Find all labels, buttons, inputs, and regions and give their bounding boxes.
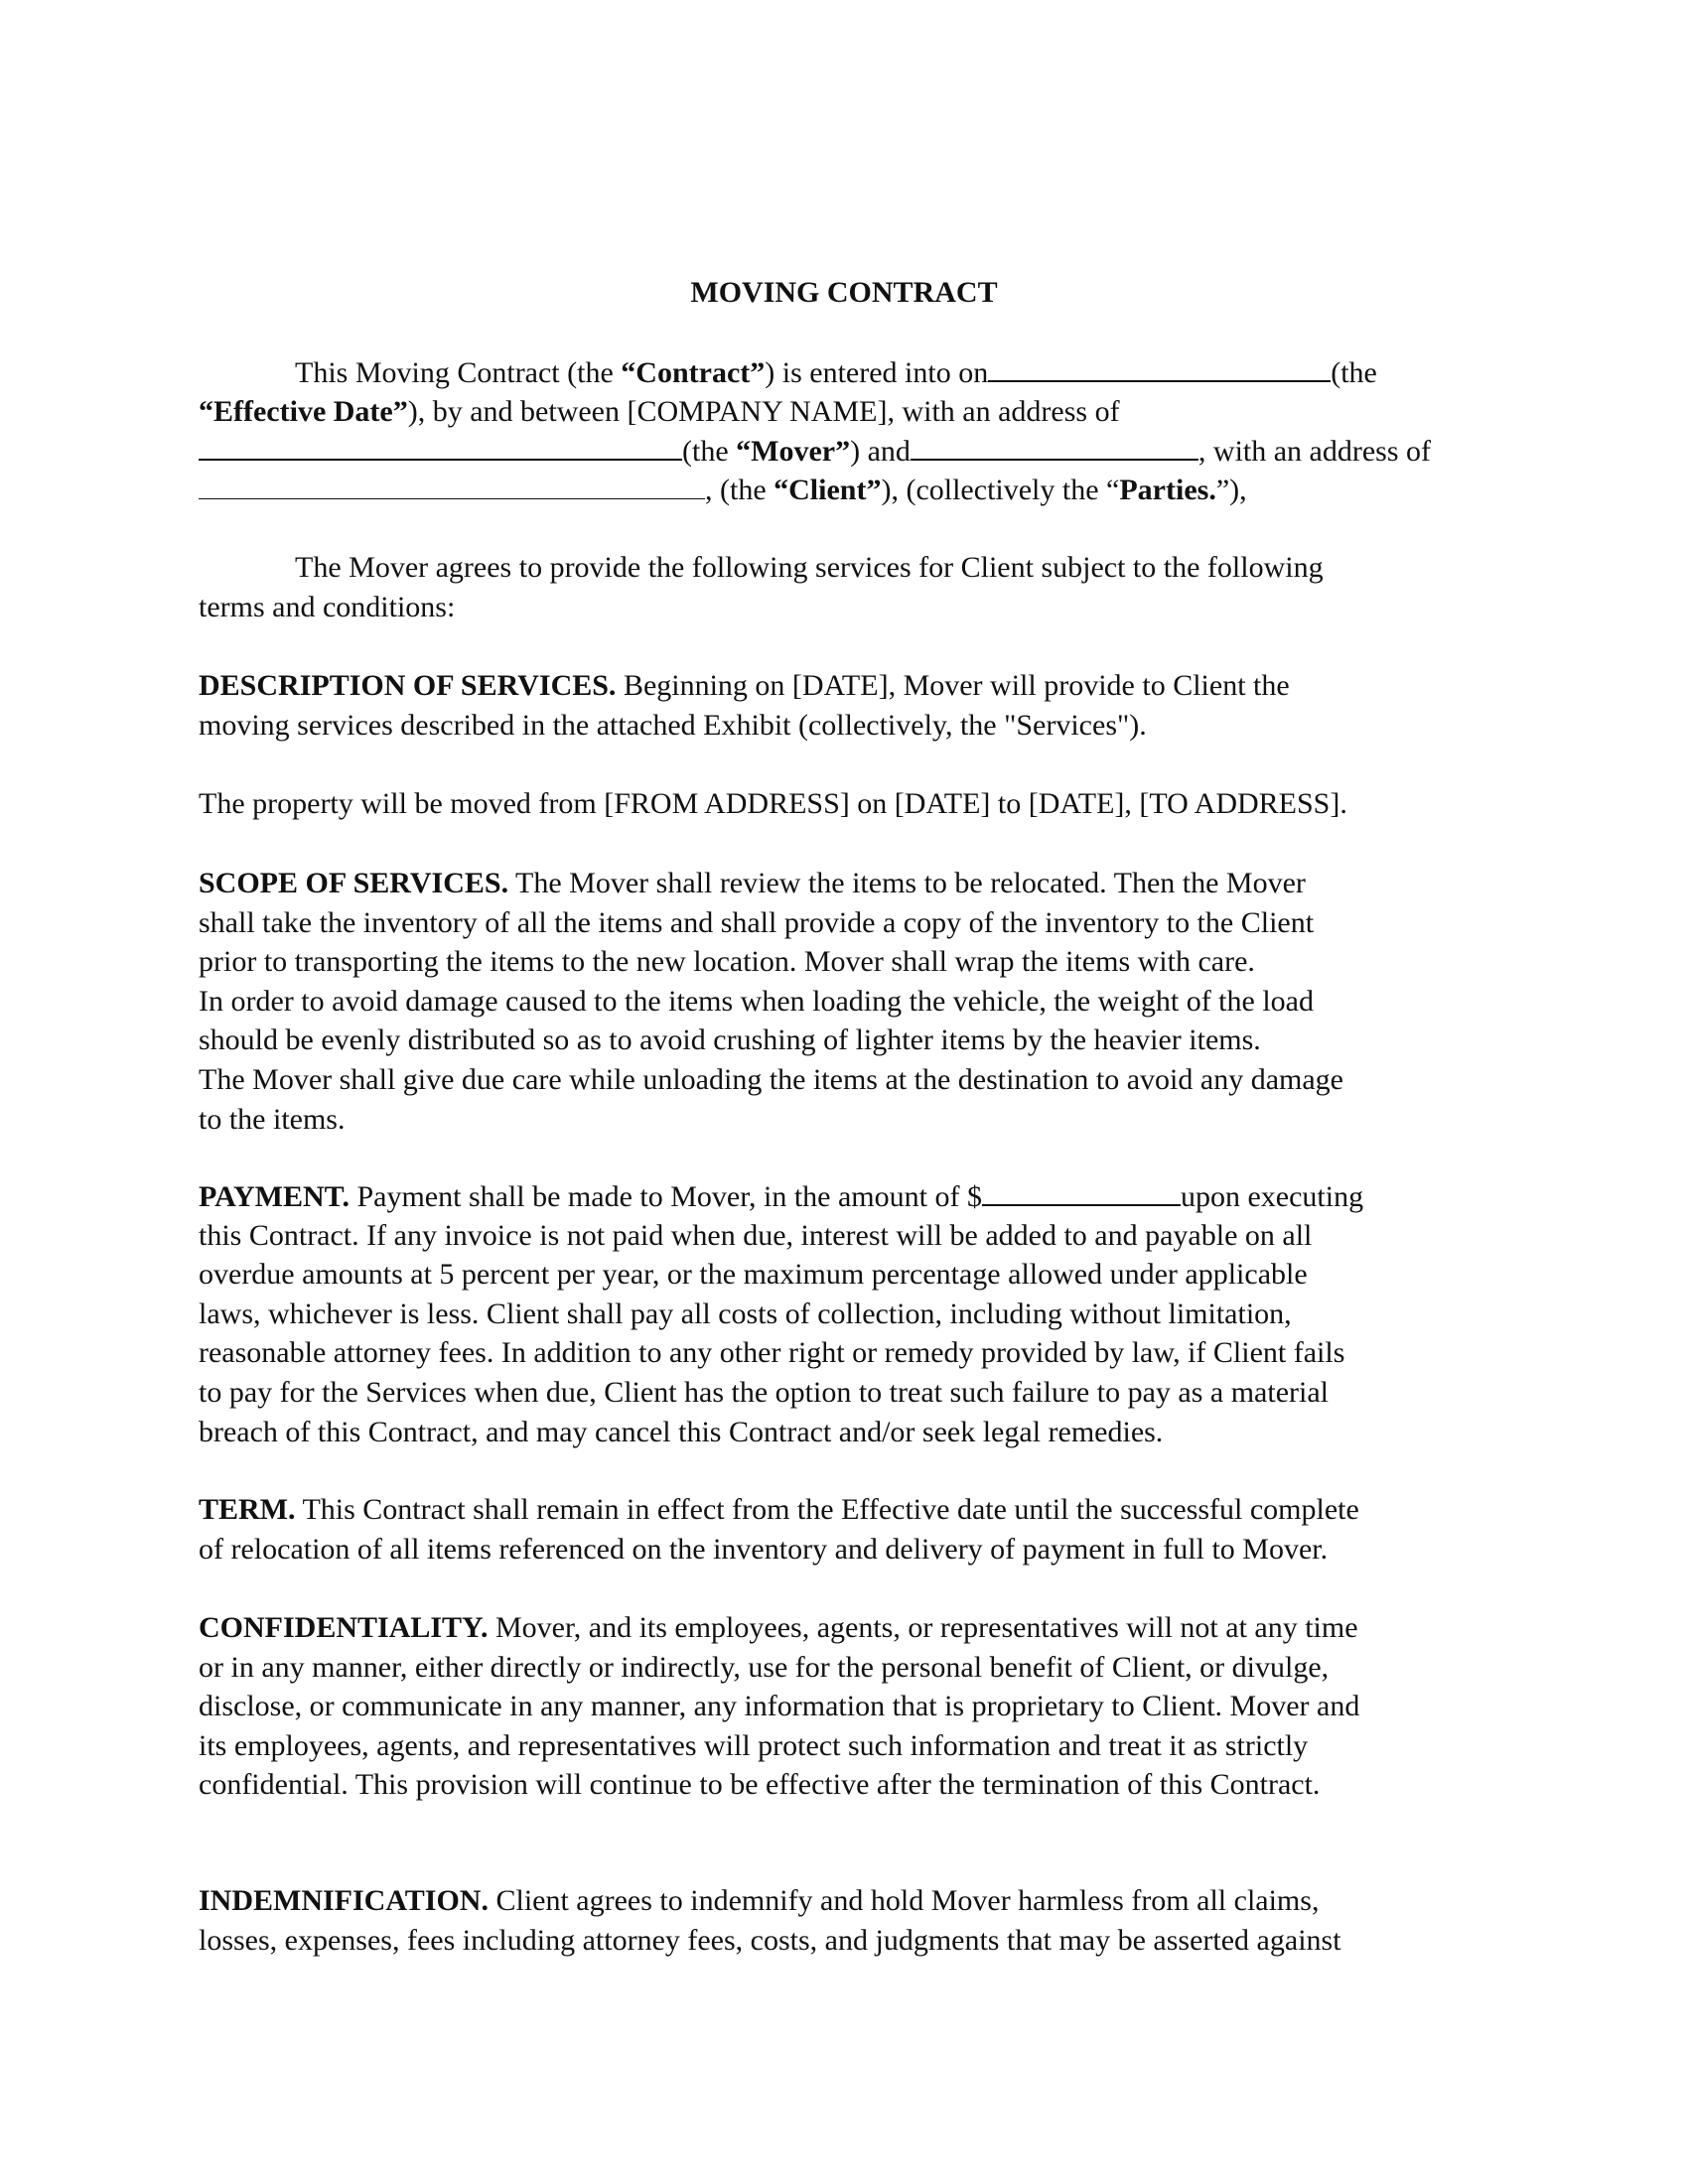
property-line: The property will be moved from [FROM ADDRESS] on [DATE] to [DATE], [TO ADDRESS]. bbox=[199, 787, 1347, 820]
confidentiality-heading: CONFIDENTIALITY. bbox=[199, 1611, 489, 1644]
payment-amount-field[interactable] bbox=[982, 1176, 1181, 1206]
intro-text: (the bbox=[1331, 356, 1377, 389]
scope-section bbox=[199, 864, 1499, 1139]
scope-text: The Mover shall give due care while unloading the items at the destination to avoid any damage bbox=[199, 1062, 1343, 1096]
client-term: “Client” bbox=[774, 473, 882, 506]
term-line-1 bbox=[199, 1490, 1499, 1530]
payment-text: overdue amounts at 5 percent per year, or the maximum percentage allowed under applicable bbox=[199, 1258, 1308, 1292]
scope-text: prior to transporting the items to the new location. Mover shall wrap the items with care. bbox=[199, 945, 1255, 979]
intro-line-2 bbox=[199, 392, 1499, 432]
scope-text: The Mover shall review the items to be relocated. Then the Mover bbox=[508, 867, 1306, 899]
document-title: MOVING CONTRACT bbox=[690, 276, 998, 309]
intro-line-4 bbox=[199, 471, 1499, 510]
description-heading: DESCRIPTION OF SERVICES. bbox=[199, 669, 617, 702]
client-address-field[interactable] bbox=[199, 471, 705, 499]
confidentiality-text: disclose, or communicate in any manner, any information that is proprietary to Client. Mover and bbox=[199, 1690, 1360, 1723]
intro-text: ), (collectively the “ bbox=[881, 473, 1120, 506]
indemnification-text: losses, expenses, fees including attorney fees, costs, and judgments that may be asserted against bbox=[199, 1923, 1341, 1957]
term-heading: TERM. bbox=[199, 1493, 296, 1526]
confidentiality-text: its employees, agents, and representatives will protect such information and treat it as strictly bbox=[199, 1728, 1309, 1762]
parties-term: Parties. bbox=[1119, 473, 1216, 506]
payment-line-1 bbox=[199, 1176, 1499, 1216]
confidentiality-section bbox=[199, 1608, 1499, 1805]
preamble-line: The Mover agrees to provide the following services for Client subject to the following bbox=[295, 551, 1324, 584]
mover-address-field[interactable] bbox=[199, 431, 682, 461]
intro-line-3 bbox=[199, 431, 1499, 471]
effective-date-field[interactable] bbox=[988, 352, 1331, 382]
payment-text: this Contract. If any invoice is not paid when due, interest will be added to and payable on all bbox=[199, 1218, 1313, 1252]
payment-text: upon executing bbox=[1180, 1180, 1364, 1213]
description-section bbox=[199, 666, 1499, 745]
confidentiality-text: or in any manner, either directly or indirectly, use for the personal benefit of Client, or divulge, bbox=[199, 1650, 1330, 1684]
term-text: This Contract shall remain in effect from the Effective date until the successful complete bbox=[295, 1493, 1359, 1526]
scope-heading: SCOPE OF SERVICES. bbox=[199, 867, 509, 899]
intro-text: , (the bbox=[705, 473, 774, 506]
payment-text: laws, whichever is less. Client shall pay all costs of collection, including without limitation, bbox=[199, 1297, 1292, 1330]
description-text: moving services described in the attached Exhibit (collectively, the "Services"). bbox=[199, 708, 1147, 742]
payment-heading: PAYMENT. bbox=[199, 1180, 350, 1213]
payment-text: to pay for the Services when due, Client has the option to treat such failure to pay as a material bbox=[199, 1375, 1329, 1409]
description-line-1 bbox=[199, 666, 1499, 706]
mover-term: “Mover” bbox=[736, 435, 851, 469]
payment-text: reasonable attorney fees. In addition to any other right or remedy provided by law, if Client fails bbox=[199, 1336, 1345, 1370]
property-paragraph bbox=[199, 784, 1499, 824]
scope-text: shall take the inventory of all the items and shall provide a copy of the inventory to the Client bbox=[199, 905, 1315, 939]
indemnification-text: Client agrees to indemnify and hold Mover harmless from all claims, bbox=[488, 1884, 1320, 1917]
description-text: Beginning on [DATE], Mover will provide to Client the bbox=[616, 669, 1290, 702]
intro-text: ) and bbox=[850, 435, 911, 469]
intro-text: This Moving Contract (the bbox=[295, 356, 622, 389]
payment-section bbox=[199, 1176, 1499, 1451]
scope-text: to the items. bbox=[199, 1102, 346, 1136]
term-text: of relocation of all items referenced on the inventory and delivery of payment in full to Mover. bbox=[199, 1532, 1329, 1566]
scope-text: In order to avoid damage caused to the items when loading the vehicle, the weight of the load bbox=[199, 984, 1314, 1018]
confidentiality-text: Mover, and its employees, agents, or representatives will not at any time bbox=[488, 1611, 1358, 1644]
scope-text: should be evenly distributed so as to avoid crushing of lighter items by the heavier items. bbox=[199, 1024, 1261, 1057]
intro-text: (the bbox=[682, 435, 737, 469]
preamble-paragraph bbox=[199, 548, 1499, 626]
intro-text: , with an address of bbox=[1197, 435, 1432, 469]
intro-text: ), by and between [COMPANY NAME], with an address of bbox=[407, 394, 1120, 428]
contract-term: “Contract” bbox=[621, 356, 766, 389]
indemnification-heading: INDEMNIFICATION. bbox=[199, 1884, 489, 1917]
confidentiality-line-1 bbox=[199, 1608, 1499, 1648]
intro-paragraph bbox=[199, 352, 1499, 509]
payment-text: breach of this Contract, and may cancel this Contract and/or seek legal remedies. bbox=[199, 1415, 1164, 1448]
preamble-line: terms and conditions: bbox=[199, 590, 456, 623]
intro-line-1 bbox=[199, 352, 1499, 392]
indemnification-section bbox=[199, 1881, 1499, 1960]
client-name-field[interactable] bbox=[911, 431, 1198, 461]
intro-text: ) is entered into on bbox=[765, 356, 989, 389]
confidentiality-text: confidential. This provision will continue to be effective after the termination of this Contract. bbox=[199, 1768, 1321, 1802]
intro-text: ”), bbox=[1215, 473, 1247, 506]
effective-date-term: “Effective Date” bbox=[199, 394, 408, 428]
term-section bbox=[199, 1490, 1499, 1569]
indemnification-line-1 bbox=[199, 1881, 1499, 1921]
payment-text: Payment shall be made to Mover, in the amount of $ bbox=[349, 1180, 982, 1213]
scope-line-1 bbox=[199, 864, 1499, 903]
